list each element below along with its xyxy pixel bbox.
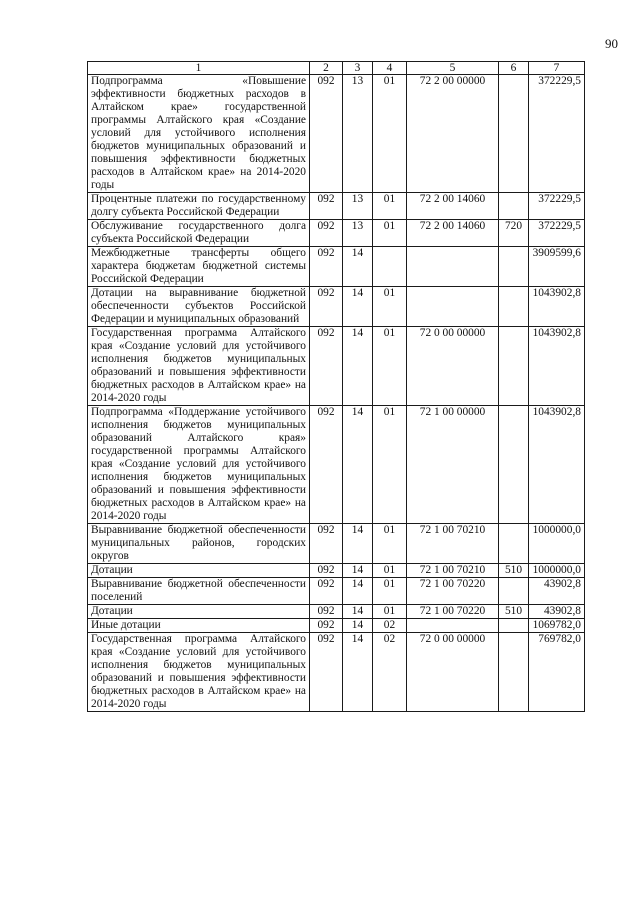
table-row xyxy=(88,327,585,406)
row-amount: 3909599,6 xyxy=(529,247,585,287)
header-col-7: 7 xyxy=(529,62,585,75)
row-target-article: 72 1 00 70210 xyxy=(407,524,499,564)
row-target-article: 72 2 00 00000 xyxy=(407,75,499,193)
table-row xyxy=(88,633,585,712)
row-amount: 1000000,0 xyxy=(529,524,585,564)
row-subsection-code: 01 xyxy=(373,220,407,247)
row-section-code: 13 xyxy=(343,75,373,193)
row-name: Государственная программа Алтайского края «Создание условий для устойчивого исполнения бюджетов муниципальных образований и повышения эффективности бюджетных расходов в Алтайском крае» на 2014-2020 годы xyxy=(88,327,310,406)
table-row xyxy=(88,193,585,220)
row-expense-type: 720 xyxy=(499,220,529,247)
header-col-6: 6 xyxy=(499,62,529,75)
row-section-code: 13 xyxy=(343,220,373,247)
table-row xyxy=(88,220,585,247)
row-expense-type xyxy=(499,578,529,605)
row-name: Дотации xyxy=(88,605,310,619)
table-row xyxy=(88,287,585,327)
row-expense-type xyxy=(499,287,529,327)
row-subsection-code: 01 xyxy=(373,578,407,605)
header-row xyxy=(88,62,585,75)
row-name: Выравнивание бюджетной обеспеченности поселений xyxy=(88,578,310,605)
header-col-2: 2 xyxy=(310,62,343,75)
row-ministry-code: 092 xyxy=(310,633,343,712)
row-subsection-code: 01 xyxy=(373,564,407,578)
row-section-code: 14 xyxy=(343,287,373,327)
row-target-article: 72 1 00 00000 xyxy=(407,406,499,524)
row-expense-type: 510 xyxy=(499,605,529,619)
row-section-code: 14 xyxy=(343,524,373,564)
row-target-article: 72 1 00 70220 xyxy=(407,605,499,619)
row-section-code: 13 xyxy=(343,193,373,220)
row-expense-type xyxy=(499,524,529,564)
row-subsection-code xyxy=(373,247,407,287)
row-section-code: 14 xyxy=(343,578,373,605)
row-expense-type xyxy=(499,633,529,712)
row-name: Выравнивание бюджетной обеспеченности муниципальных районов, городских округов xyxy=(88,524,310,564)
row-target-article: 72 0 00 00000 xyxy=(407,633,499,712)
page-number: 90 xyxy=(605,36,618,51)
row-name: Дотации xyxy=(88,564,310,578)
header-col-1: 1 xyxy=(88,62,310,75)
table-row xyxy=(88,75,585,193)
row-subsection-code: 01 xyxy=(373,287,407,327)
row-ministry-code: 092 xyxy=(310,524,343,564)
budget-table xyxy=(87,61,585,712)
table-row xyxy=(88,524,585,564)
row-ministry-code: 092 xyxy=(310,75,343,193)
table-row xyxy=(88,564,585,578)
row-amount: 43902,8 xyxy=(529,578,585,605)
row-ministry-code: 092 xyxy=(310,578,343,605)
row-name: Дотации на выравнивание бюджетной обеспеченности субъектов Российской Федерации и муниципальных образований xyxy=(88,287,310,327)
row-target-article: 72 1 00 70210 xyxy=(407,564,499,578)
row-name: Государственная программа Алтайского края «Создание условий для устойчивого исполнения бюджетов муниципальных образований и повышения эффективности бюджетных расходов в Алтайском крае» на 2014-2020 годы xyxy=(88,633,310,712)
row-ministry-code: 092 xyxy=(310,220,343,247)
row-ministry-code: 092 xyxy=(310,327,343,406)
header-col-5: 5 xyxy=(407,62,499,75)
row-name: Процентные платежи по государственному долгу субъекта Российской Федерации xyxy=(88,193,310,220)
row-expense-type: 510 xyxy=(499,564,529,578)
row-target-article: 72 2 00 14060 xyxy=(407,193,499,220)
row-section-code: 14 xyxy=(343,247,373,287)
row-subsection-code: 02 xyxy=(373,619,407,633)
row-ministry-code: 092 xyxy=(310,406,343,524)
row-expense-type xyxy=(499,327,529,406)
row-amount: 769782,0 xyxy=(529,633,585,712)
row-target-article xyxy=(407,247,499,287)
row-name: Иные дотации xyxy=(88,619,310,633)
row-amount: 1000000,0 xyxy=(529,564,585,578)
table-row xyxy=(88,605,585,619)
table-row xyxy=(88,247,585,287)
row-name: Обслуживание государственного долга субъекта Российской Федерации xyxy=(88,220,310,247)
row-amount: 372229,5 xyxy=(529,75,585,193)
row-subsection-code: 01 xyxy=(373,193,407,220)
row-target-article xyxy=(407,619,499,633)
row-amount: 1043902,8 xyxy=(529,287,585,327)
row-expense-type xyxy=(499,247,529,287)
table-row xyxy=(88,406,585,524)
row-amount: 1043902,8 xyxy=(529,406,585,524)
row-ministry-code: 092 xyxy=(310,247,343,287)
row-name: Подпрограмма «Повышение эффективности бюджетных расходов в Алтайском крае» государственной программы Алтайского края «Создание условий для устойчивого исполнения бюджетов муниципальных образований и повышения эффективности бюджетных расходов в Алтайском крае» на 2014-2020 годы xyxy=(88,75,310,193)
row-ministry-code: 092 xyxy=(310,193,343,220)
row-expense-type xyxy=(499,75,529,193)
row-target-article xyxy=(407,287,499,327)
row-ministry-code: 092 xyxy=(310,564,343,578)
row-section-code: 14 xyxy=(343,327,373,406)
header-col-3: 3 xyxy=(343,62,373,75)
row-amount: 372229,5 xyxy=(529,193,585,220)
row-target-article: 72 2 00 14060 xyxy=(407,220,499,247)
row-ministry-code: 092 xyxy=(310,605,343,619)
row-ministry-code: 092 xyxy=(310,287,343,327)
row-target-article: 72 1 00 70220 xyxy=(407,578,499,605)
row-expense-type xyxy=(499,193,529,220)
row-subsection-code: 02 xyxy=(373,633,407,712)
row-name: Подпрограмма «Поддержание устойчивого исполнения бюджетов муниципальных образований Алтайского края» государственной программы Алтайского края «Создание условий для устойчивого исполнения бюджетов муниципальных образований и повышения эффективности бюджетных расходов в Алтайском крае» на 2014-2020 годы xyxy=(88,406,310,524)
row-amount: 1069782,0 xyxy=(529,619,585,633)
row-section-code: 14 xyxy=(343,406,373,524)
row-ministry-code: 092 xyxy=(310,619,343,633)
row-subsection-code: 01 xyxy=(373,605,407,619)
header-col-4: 4 xyxy=(373,62,407,75)
row-amount: 372229,5 xyxy=(529,220,585,247)
row-expense-type xyxy=(499,619,529,633)
row-amount: 43902,8 xyxy=(529,605,585,619)
row-section-code: 14 xyxy=(343,564,373,578)
table-row xyxy=(88,619,585,633)
row-expense-type xyxy=(499,406,529,524)
row-target-article: 72 0 00 00000 xyxy=(407,327,499,406)
row-section-code: 14 xyxy=(343,605,373,619)
row-section-code: 14 xyxy=(343,619,373,633)
row-subsection-code: 01 xyxy=(373,524,407,564)
row-amount: 1043902,8 xyxy=(529,327,585,406)
row-name: Межбюджетные трансферты общего характера бюджетам бюджетной системы Российской Федерации xyxy=(88,247,310,287)
table-row xyxy=(88,578,585,605)
row-subsection-code: 01 xyxy=(373,75,407,193)
row-subsection-code: 01 xyxy=(373,327,407,406)
row-section-code: 14 xyxy=(343,633,373,712)
row-subsection-code: 01 xyxy=(373,406,407,524)
